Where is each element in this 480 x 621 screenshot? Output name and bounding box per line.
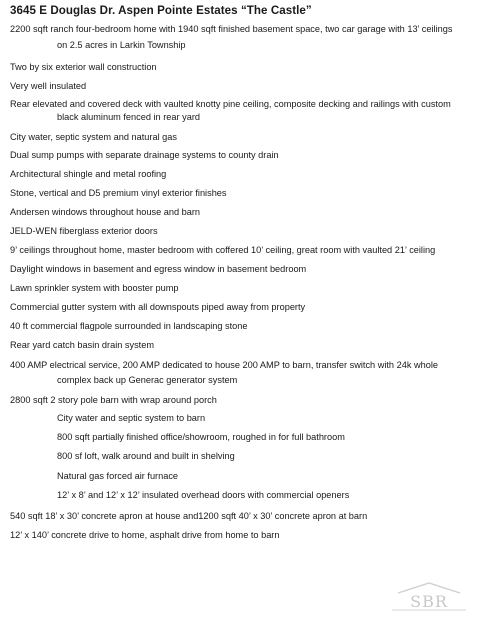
- list-item: Very well insulated: [10, 81, 87, 91]
- sub-list-item: City water and septic system to barn: [57, 413, 206, 423]
- list-item: 12’ x 140’ concrete drive to home, asphalt drive from home to barn: [10, 530, 280, 540]
- sub-list-item: Natural gas forced air furnace: [57, 471, 179, 481]
- list-item-continuation: on 2.5 acres in Larkin Township: [57, 40, 186, 50]
- list-item: 40 ft commercial flagpole surrounded in landscaping stone: [10, 321, 248, 331]
- list-item: Commercial gutter system with all downspouts piped away from property: [10, 302, 306, 312]
- watermark-text: SBR: [410, 592, 448, 611]
- document-title: 3645 E Douglas Dr. Aspen Pointe Estates “The Castle”: [10, 4, 312, 17]
- list-item: 400 AMP electrical service, 200 AMP dedicated to house 200 AMP to barn, transfer switch with 24k whole: [10, 360, 438, 370]
- list-item: Architectural shingle and metal roofing: [10, 169, 167, 179]
- sub-list-item: 800 sf loft, walk around and built in shelving: [57, 451, 235, 461]
- sub-list-item: 12’ x 8’ and 12’ x 12’ insulated overhead doors with commercial openers: [57, 490, 350, 500]
- list-item: Daylight windows in basement and egress window in basement bedroom: [10, 264, 307, 274]
- list-item: Stone, vertical and D5 premium vinyl exterior finishes: [10, 188, 227, 198]
- list-item: 2800 sqft 2 story pole barn with wrap around porch: [10, 395, 217, 405]
- list-item: City water, septic system and natural gas: [10, 132, 177, 142]
- list-item: 2200 sqft ranch four-bedroom home with 1940 sqft finished basement space, two car garage with 13’ ceilings: [10, 24, 453, 34]
- sub-list-item: 800 sqft partially finished office/showroom, roughed in for full bathroom: [57, 432, 345, 442]
- list-item: Rear yard catch basin drain system: [10, 340, 154, 350]
- list-item: Two by six exterior wall construction: [10, 62, 157, 72]
- list-item-continuation: black aluminum fenced in rear yard: [57, 112, 200, 122]
- list-item: Dual sump pumps with separate drainage systems to county drain: [10, 150, 279, 160]
- list-item: 540 sqft 18’ x 30’ concrete apron at house and1200 sqft 40’ x 30’ concrete apron at barn: [10, 511, 368, 521]
- list-item: Andersen windows throughout house and barn: [10, 207, 201, 217]
- sbr-watermark-logo: [384, 580, 474, 618]
- list-item: Lawn sprinkler system with booster pump: [10, 283, 179, 293]
- list-item: Rear elevated and covered deck with vaulted knotty pine ceiling, composite decking and railings with custom: [10, 99, 451, 109]
- list-item-continuation: complex back up Generac generator system: [57, 375, 238, 385]
- list-item: JELD-WEN fiberglass exterior doors: [10, 226, 158, 236]
- list-item: 9’ ceilings throughout home, master bedroom with coffered 10’ ceiling, great room with vaulted 21’ ceiling: [10, 245, 436, 255]
